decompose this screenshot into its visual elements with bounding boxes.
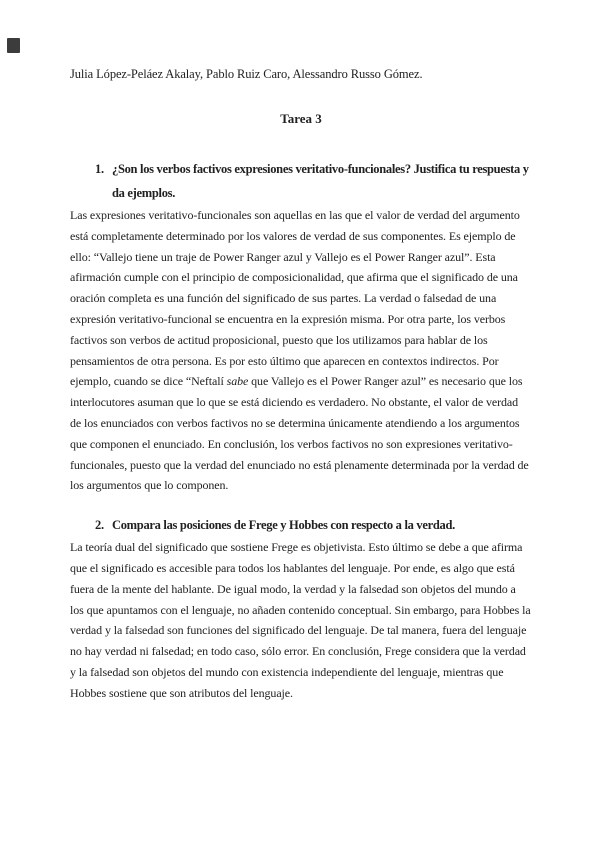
- question-2-answer: La teoría dual del significado que sostiene Frege es objetivista. Esto último se debe a que afirma que el significado es accesible para todos los hablantes del lenguaje. Por ende, es algo que está fuera de la mente del hablante. De igual modo, la verdad y la falsedad son objetos del mundo a los que apuntamos con el lenguaje, no añaden contenido conceptual. Sin embargo, para Hobbes la verdad y la falsedad son funciones del significado del lenguaje. De tal manera, fuera del lenguaje no hay verdad ni falsedad; en todo caso, sólo error. En conclusión, Frege considera que la verdad y la falsedad son objetos del mundo con existencia independiente del lenguaje, mientras que Hobbes sostiene que son atributos del lenguaje.: [70, 540, 531, 700]
- question-2-heading: [70, 513, 532, 537]
- question-2-number: 2.: [95, 518, 104, 533]
- document-content: [70, 66, 532, 704]
- question-2-heading-text: Compara las posiciones de Frege y Hobbes con respecto a la verdad.: [112, 518, 455, 533]
- author-line: Julia López-Peláez Akalay, Pablo Ruiz Caro, Alessandro Russo Gómez.: [70, 67, 423, 81]
- italic-word-sabe: sabe: [226, 374, 249, 389]
- document-title: Tarea 3: [280, 111, 322, 126]
- scan-artifact-mark: [7, 38, 20, 53]
- question-1-answer-text-start: Las expresiones veritativo-funcionales son aquellas en las que el valor de verdad del argumento está completamente determinado por los valores de verdad de sus componentes. Es ejemplo de ello: “Vallejo tiene un traje de Power Ranger azul y Vallejo es el Power Ranger azul”. Esta afirmación cumple con el principio de composicionalidad, que afirma que el significado de una oración completa es una función del significado de sus partes. La verdad o falsedad de una expresión veritativo-funcional se encuentra en la expresión misma. Por otra parte, los verbos factivos son verbos de actitud proposicional, puesto que los utilizamos para hablar de los pensamientos de otra persona. Es por esto último que aparecen en contextos indirectos. Por ejemplo, cuando se dice “Neftalí: [70, 208, 520, 389]
- question-1-number: 1.: [95, 162, 104, 176]
- question-1-answer-text-end: que Vallejo es el Power Ranger azul” es necesario que los interlocutores asuman que lo que se está diciendo es verdadero. No obstante, el valor de verdad de los enunciados con verbos factivos no se determina únicamente atendiendo a los argumentos que componen el enunciado. En conclusión, los verbos factivos no son expresiones veritativo-funcionales, puesto que la verdad del enunciado no está plenamente determinada por la verdad de los argumentos que lo componen.: [70, 374, 529, 493]
- question-1-heading-text: ¿Son los verbos factivos expresiones veritativo-funcionales? Justifica tu respuesta y da ejemplos.: [112, 162, 529, 200]
- question-1-heading: [70, 157, 532, 205]
- question-1-answer: [70, 205, 532, 496]
